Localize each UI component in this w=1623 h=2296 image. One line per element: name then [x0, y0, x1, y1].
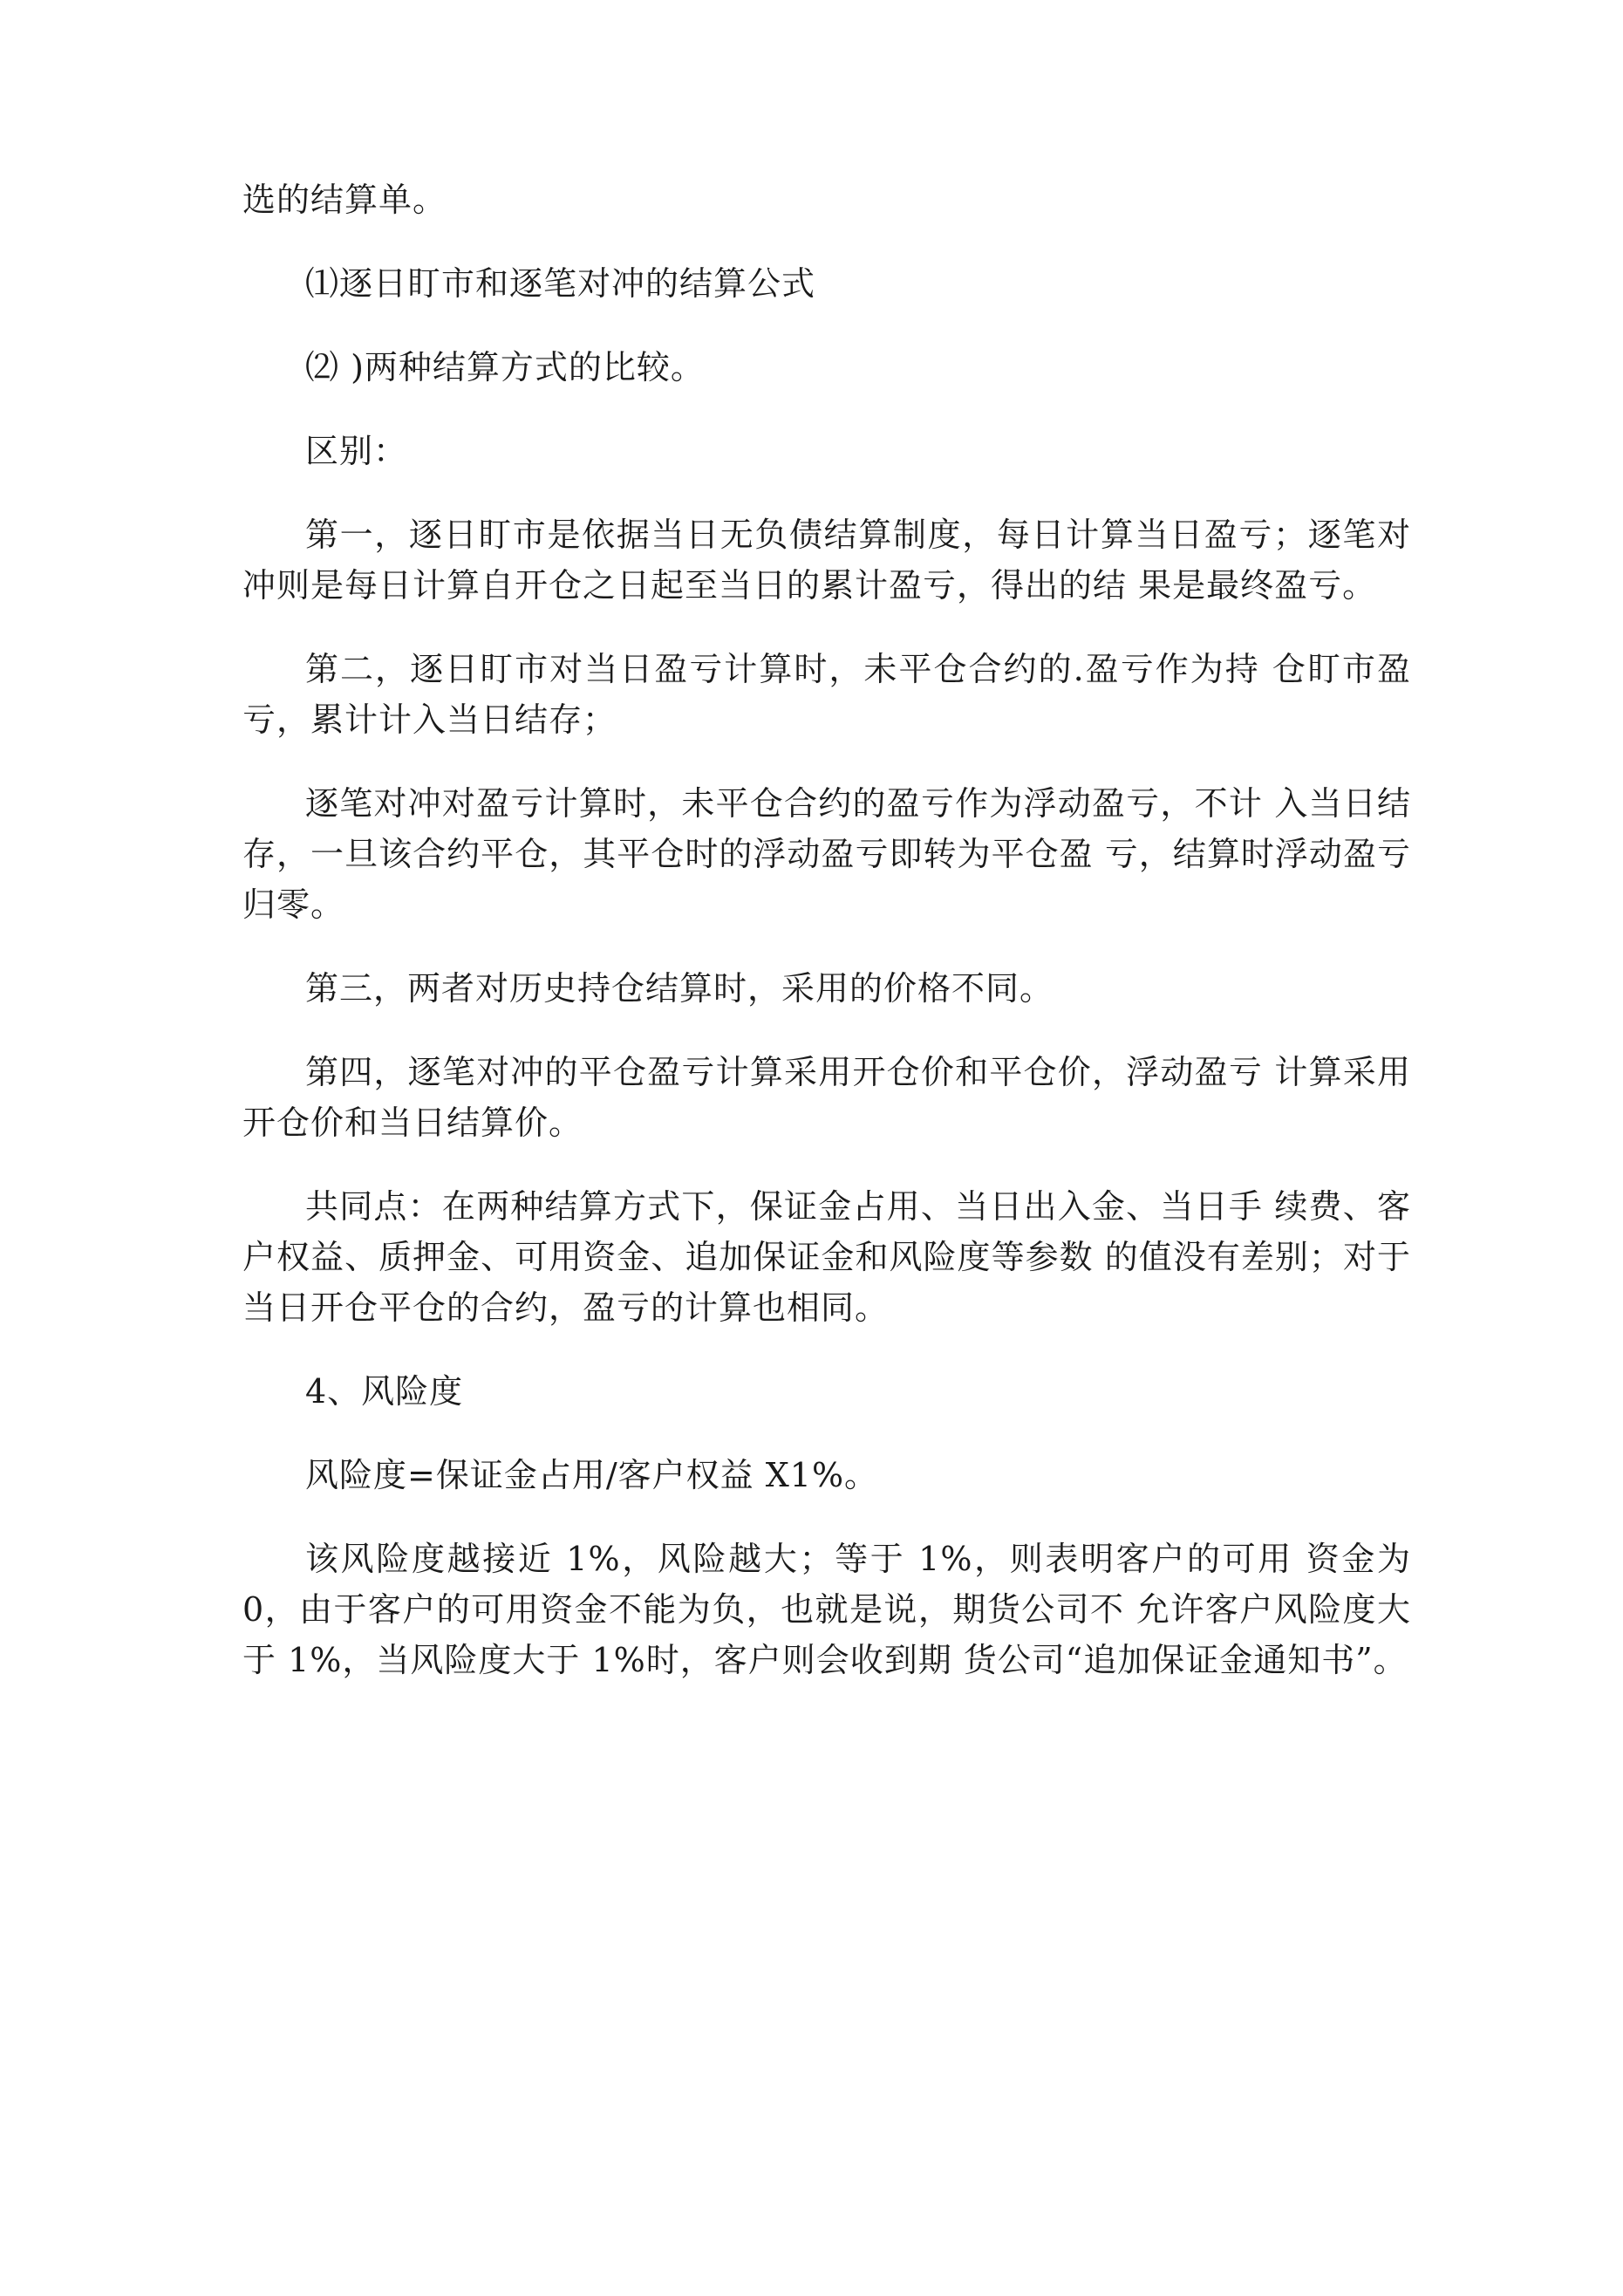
paragraph-differences-label: 区别： [305, 432, 408, 470]
paragraph-risk-explanation: 该风险度越接近 1%，风险越大；等于 1%，则表明客户的可用 资金为 0，由于客户的可用资金不能为负，也就是说，期货公司不 允许客户风险度大于 1%，当风险度大于 1%时，客户则会收到期 货公司“追加保证金通知书”。 [242, 1540, 1411, 1679]
paragraph-first-difference: 第一，逐日盯市是依据当日无负债结算制度，每日计算当日盈亏；逐笔对冲则是每日计算自开仓之日起至当日的累计盈亏，得出的结 果是最终盈亏。 [242, 516, 1411, 605]
document-body [242, 174, 1411, 1719]
paragraph-comparison-heading: ⑵ )两种结算方式的比较。 [305, 348, 705, 386]
paragraph-fourth-difference: 第四，逐笔对冲的平仓盈亏计算采用开仓价和平仓价，浮动盈亏 计算采用开仓价和当日结算价。 [242, 1053, 1411, 1142]
paragraph-third-difference: 第三，两者对历史持仓结算时，采用的价格不同。 [305, 969, 1054, 1008]
paragraph-formula-heading: ⑴逐日盯市和逐笔对冲的结算公式 [305, 264, 816, 303]
paragraph-second-difference-cont: 逐笔对冲对盈亏计算时，未平仓合约的盈亏作为浮动盈亏，不计 入当日结存，一旦该合约平仓，其平仓时的浮动盈亏即转为平仓盈 亏，结算时浮动盈亏归零。 [242, 784, 1411, 924]
paragraph-similarities: 共同点：在两种结算方式下，保证金占用、当日出入金、当日手 续费、客户权益、质押金、可用资金、追加保证金和风险度等参数 的值没有差别；对于当日开仓平仓的合约，盈亏的计算也相同。 [242, 1187, 1411, 1327]
paragraph-continuation: 选的结算单。 [242, 181, 447, 219]
paragraph-risk-formula: 风险度=保证金占用/客户权益 X1%。 [305, 1456, 879, 1494]
paragraph-second-difference: 第二，逐日盯市对当日盈亏计算时，未平仓合约的.盈亏作为持 仓盯市盈亏，累计计入当日结存； [242, 650, 1411, 739]
paragraph-risk-heading: 4、风险度 [305, 1372, 464, 1411]
